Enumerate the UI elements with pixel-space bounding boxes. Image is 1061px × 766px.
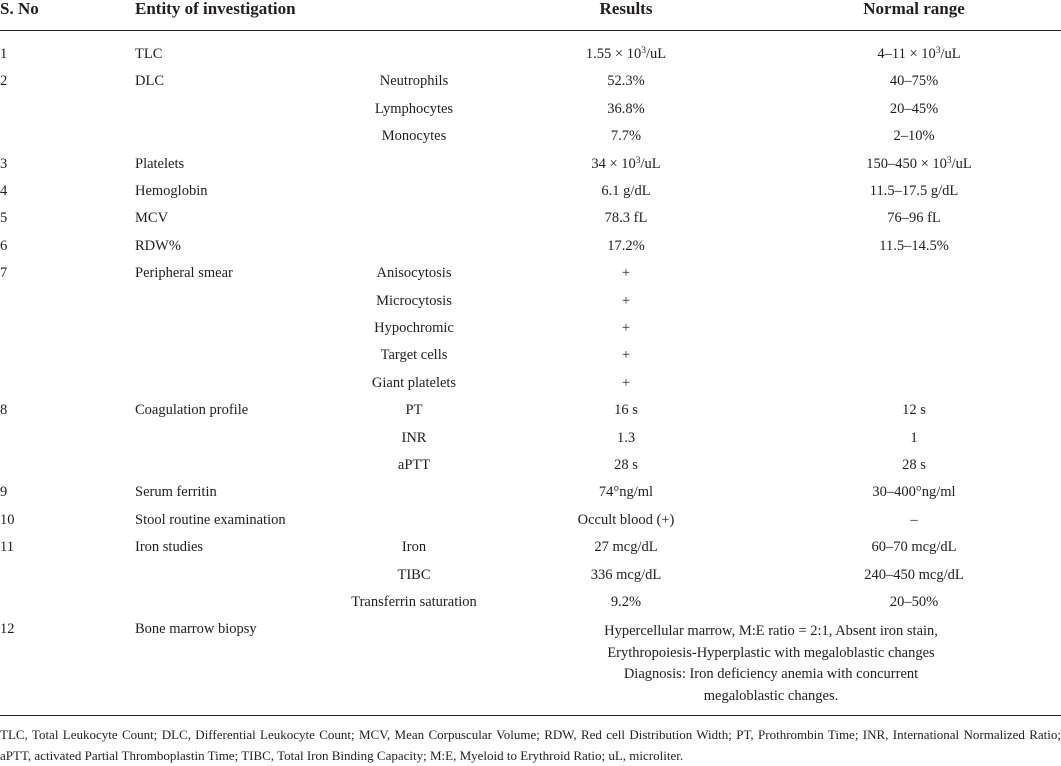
result-value-text: 34 × 10	[591, 156, 636, 172]
entity-name: Peripheral smear	[135, 265, 233, 281]
result-value: +	[621, 293, 631, 309]
result-value: +	[621, 375, 631, 391]
result-value: +	[621, 265, 631, 281]
normal-range-value: 20–45%	[889, 101, 939, 117]
header-entity: Entity of investigation	[135, 0, 296, 18]
header-results: Results	[599, 0, 653, 18]
row-number: 7	[0, 265, 8, 281]
row-number: 9	[0, 484, 8, 500]
entity-name: Coagulation profile	[135, 402, 249, 418]
result-value: 1.3	[616, 430, 636, 446]
row-number: 10	[0, 512, 15, 528]
result-value-exponent: 3	[635, 156, 641, 166]
sub-parameter: TIBC	[397, 567, 431, 583]
row-number: 2	[0, 73, 8, 89]
normal-range-value: –	[910, 512, 918, 528]
header-normal-range: Normal range	[863, 0, 965, 18]
normal-range-value-unit: /uL	[940, 46, 961, 62]
entity-name: RDW%	[135, 238, 181, 254]
entity-name: MCV	[135, 210, 169, 226]
normal-range-value: 30–400°ng/ml	[872, 484, 956, 500]
result-value: 36.8%	[607, 101, 645, 117]
sub-parameter: Target cells	[380, 347, 448, 363]
row-number: 8	[0, 402, 8, 418]
result-value: +	[621, 320, 631, 336]
result-value: 52.3%	[607, 73, 645, 89]
sub-parameter: Hypochromic	[374, 320, 454, 336]
normal-range-value: 2–10%	[893, 128, 935, 144]
sub-parameter: Iron	[401, 539, 427, 555]
normal-range-value-text: 4–11 × 10	[877, 46, 936, 62]
row-number: 1	[0, 46, 8, 62]
sub-parameter: Transferrin saturation	[351, 594, 477, 610]
header-sno: S. No	[0, 0, 39, 18]
result-value: 74°ng/ml	[598, 484, 654, 500]
normal-range-value	[866, 156, 972, 172]
normal-range-value-exponent: 3	[935, 46, 941, 56]
result-value	[591, 156, 660, 172]
normal-range-value-exponent: 3	[946, 156, 952, 166]
result-value	[586, 46, 666, 62]
entity-name: DLC	[135, 73, 164, 89]
bone-marrow-result	[604, 621, 938, 707]
normal-range-value: 12 s	[902, 402, 926, 418]
header-rule	[0, 30, 1061, 31]
entity-name: Iron studies	[135, 539, 204, 555]
bone-marrow-line: megaloblastic changes.	[703, 687, 839, 704]
result-value: 7.7%	[610, 128, 642, 144]
sub-parameter: aPTT	[397, 457, 431, 473]
result-value-unit: /uL	[645, 46, 667, 62]
result-value: 16 s	[614, 402, 638, 418]
row-number: 5	[0, 210, 8, 226]
bone-marrow-line: Diagnosis: Iron deficiency anemia with concurrent	[623, 666, 919, 682]
entity-name: Hemoglobin	[135, 183, 208, 199]
sub-parameter: PT	[405, 402, 423, 418]
result-value: 336 mcg/dL	[590, 567, 662, 583]
bone-marrow-line: Hypercellular marrow, M:E ratio = 2:1, Absent iron stain,	[604, 623, 938, 639]
normal-range-value: 240–450 mcg/dL	[864, 567, 964, 583]
row-number: 6	[0, 238, 8, 254]
row-number: 3	[0, 156, 8, 172]
entity-name: Platelets	[135, 156, 185, 172]
sub-parameter: Neutrophils	[379, 73, 449, 89]
bone-marrow-line: Erythropoiesis-Hyperplastic with megaloblastic changes	[607, 644, 935, 661]
result-value: 27 mcg/dL	[594, 539, 658, 555]
normal-range-value-text: 150–450 × 10	[866, 156, 947, 172]
entity-name: TLC	[135, 46, 163, 62]
normal-range-value-unit: /uL	[951, 156, 972, 172]
entity-name: Bone marrow biopsy	[135, 621, 257, 637]
row-number: 11	[0, 539, 14, 555]
result-value-text: 1.55 × 10	[585, 46, 642, 62]
normal-range-value: 40–75%	[889, 73, 939, 89]
entity-name: Serum ferritin	[135, 484, 217, 500]
sub-parameter: INR	[401, 430, 427, 446]
row-number: 12	[0, 621, 15, 637]
entity-name: Stool routine examination	[135, 512, 286, 528]
sub-parameter: Lymphocytes	[374, 101, 454, 117]
result-value: 9.2%	[610, 594, 642, 610]
bottom-rule	[0, 715, 1061, 716]
normal-range-value: 76–96 fL	[887, 210, 941, 226]
row-number: 4	[0, 183, 8, 199]
normal-range-value: 28 s	[902, 457, 926, 473]
normal-range-value: 11.5–17.5 g/dL	[869, 183, 959, 199]
result-value: Occult blood (+)	[577, 512, 675, 528]
normal-range-value: 60–70 mcg/dL	[871, 539, 957, 555]
sub-parameter: Giant platelets	[371, 375, 457, 391]
result-value: +	[621, 347, 631, 363]
result-value: 17.2%	[607, 238, 645, 254]
sub-parameter: Microcytosis	[376, 293, 452, 309]
normal-range-value: 20–50%	[889, 594, 939, 610]
result-value: 6.1 g/dL	[601, 183, 651, 199]
normal-range-value	[877, 46, 960, 62]
sub-parameter: Monocytes	[381, 128, 447, 144]
result-value-exponent: 3	[641, 46, 646, 56]
table-footnote: TLC, Total Leukocyte Count; DLC, Differential Leukocyte Count; MCV, Mean Corpuscular Volume; RDW, Red cell Distribution Width; PT, Prothrombin Time; INR, International Normalized Ratio; aPTT, activated Partial Thromboplastin Time; TIBC, Total Iron Binding Capacity; M:E, Myeloid to Erythroid Ratio; uL, microliter.	[0, 727, 1061, 763]
result-value: 28 s	[614, 457, 638, 473]
result-value: 78.3 fL	[604, 210, 648, 226]
sub-parameter: Anisocytosis	[376, 265, 452, 281]
normal-range-value: 11.5–14.5%	[879, 238, 949, 254]
normal-range-value: 1	[910, 430, 918, 446]
result-value-unit: /uL	[640, 156, 661, 172]
